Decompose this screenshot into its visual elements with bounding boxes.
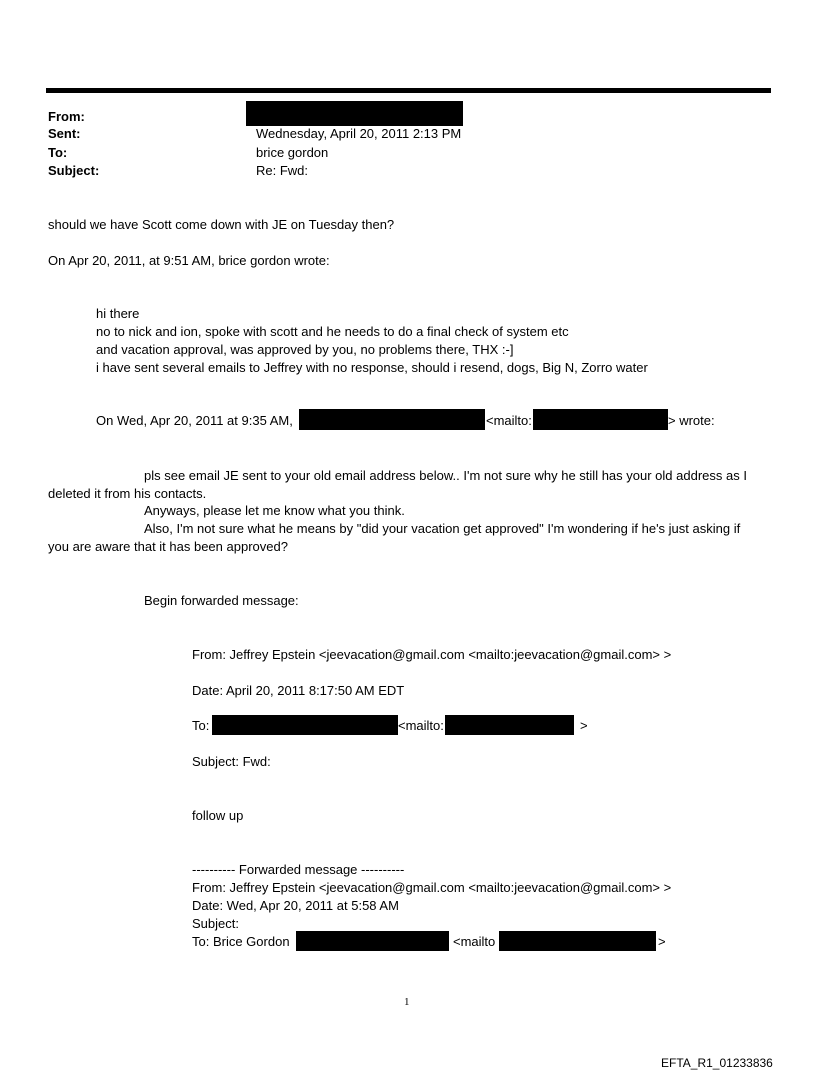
subject-label: Subject: (48, 163, 100, 178)
subject-value: Re: Fwd: (256, 163, 309, 178)
quote2-line: Anyways, please let me know what you think. (144, 503, 405, 518)
fwd1-subject: Subject: Fwd: (192, 754, 271, 769)
redaction-from (246, 101, 463, 126)
quote1-line: no to nick and ion, spoke with scott and he needs to do a final check of system etc (96, 324, 569, 339)
fwd2-date: Date: Wed, Apr 20, 2011 at 5:58 AM (192, 898, 399, 913)
quote1-line: and vacation approval, was approved by you, no problems there, THX :-] (96, 342, 514, 357)
fwd1-from: From: Jeffrey Epstein <jeevacation@gmail.com <mailto:jeevacation@gmail.com> > (192, 647, 672, 662)
quote1-line: hi there (96, 306, 140, 321)
quote2-line: you are aware that it has been approved? (48, 539, 288, 554)
fwd1-body: follow up (192, 808, 244, 823)
sent-value: Wednesday, April 20, 2011 2:13 PM (256, 126, 462, 141)
to-label: To: (48, 145, 68, 160)
fwd1-to-suffix: > (580, 718, 588, 733)
fwd2-subject: Subject: (192, 916, 239, 931)
redaction-sender-name (299, 409, 485, 430)
document-id: EFTA_R1_01233836 (661, 1056, 773, 1070)
begin-forwarded: Begin forwarded message: (144, 593, 299, 608)
redaction-fwd2-to-email (499, 931, 656, 951)
fwd2-from: From: Jeffrey Epstein <jeevacation@gmail.com <mailto:jeevacation@gmail.com> > (192, 880, 672, 895)
to-value: brice gordon (256, 145, 329, 160)
quote2-line: deleted it from his contacts. (48, 486, 207, 501)
fwd1-date: Date: April 20, 2011 8:17:50 AM EDT (192, 683, 405, 698)
fwd1-to-prefix: To: (192, 718, 210, 733)
body-line-1: should we have Scott come down with JE on Tuesday then? (48, 217, 395, 232)
quote2-line: pls see email JE sent to your old email address below.. I'm not sure why he still has your old address as I (144, 468, 747, 483)
quote2-attribution-mailto: <mailto: (486, 413, 532, 428)
redaction-sender-email (533, 409, 668, 430)
fwd2-to-suffix: > (658, 934, 666, 949)
fwd2-to-mailto: <mailto (453, 934, 496, 949)
fwd2-separator: ---------- Forwarded message ---------- (192, 862, 405, 877)
quote2-attribution-prefix: On Wed, Apr 20, 2011 at 9:35 AM, (96, 413, 293, 428)
header-rule (46, 88, 771, 93)
sent-label: Sent: (48, 126, 81, 141)
quote2-attribution-suffix: > wrote: (668, 413, 715, 428)
reply-attribution: On Apr 20, 2011, at 9:51 AM, brice gordon wrote: (48, 253, 330, 268)
quote1-line: i have sent several emails to Jeffrey with no response, should i resend, dogs, Big N, Zorro water (96, 360, 648, 375)
quote2-line: Also, I'm not sure what he means by "did your vacation get approved" I'm wondering if he's just asking if (144, 521, 741, 536)
redaction-fwd1-to-name (212, 715, 398, 735)
redaction-fwd1-to-email (445, 715, 574, 735)
from-label: From: (48, 109, 85, 124)
fwd1-to-mailto: <mailto: (398, 718, 444, 733)
page-number: 1 (404, 996, 410, 1008)
redaction-fwd2-to-name (296, 931, 449, 951)
fwd2-to-prefix: To: Brice Gordon (192, 934, 290, 949)
